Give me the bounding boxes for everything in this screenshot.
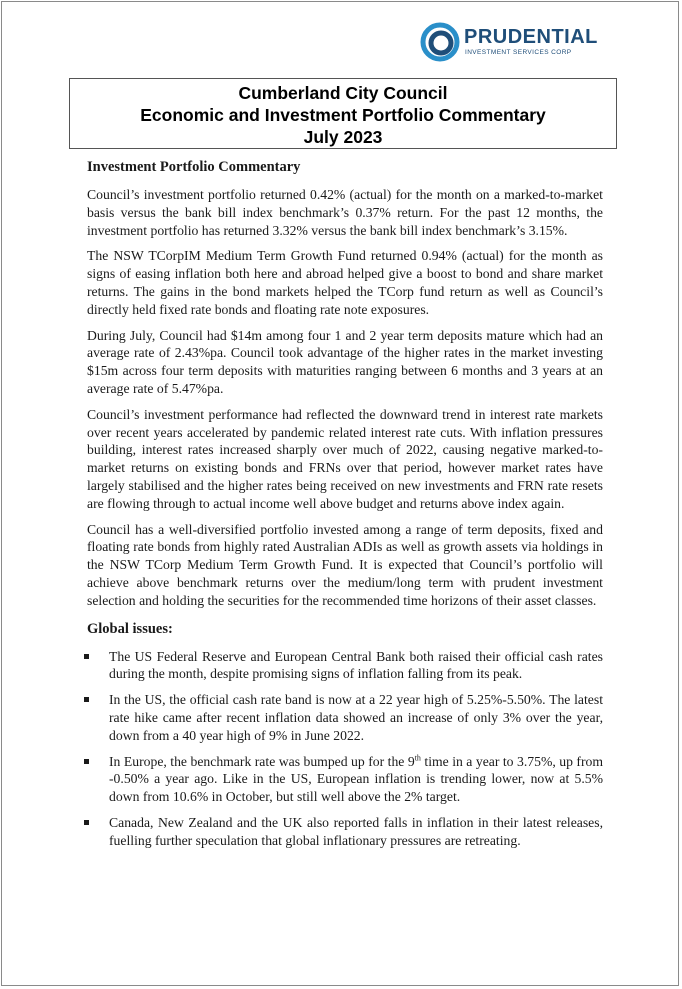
prudential-ring-icon bbox=[420, 22, 460, 62]
title-commentary: Economic and Investment Portfolio Commentary bbox=[140, 105, 546, 125]
ordinal-suffix: th bbox=[414, 752, 421, 762]
paragraph: Council’s investment portfolio returned 0.42% (actual) for the month on a marked-to-market basis versus the bank bill index benchmark’s 0.37% return. For the past 12 months, the investment portfolio has returned 3.32% versus the bank bill index benchmark’s 3.15%. bbox=[87, 187, 603, 238]
prudential-logo bbox=[420, 22, 600, 64]
document-body bbox=[87, 158, 603, 858]
list-item-text: In the US, the official cash rate band is now at a 22 year high of 5.25%-5.50%. The latest rate hike came after recent inflation data showed an increase of only 3% over the year, down from a 40 year high of 9% in June 2022. bbox=[109, 692, 603, 743]
list-item-text: Canada, New Zealand and the UK also reported falls in inflation in their latest releases, fuelling further speculation that global inflationary pressures are retreating. bbox=[109, 814, 603, 848]
logo-brand-name: PRUDENTIAL bbox=[464, 26, 598, 48]
list-item bbox=[87, 648, 603, 684]
list-item-text-post: time in a year to 3.75%, up from -0.50% a year ago. Like in the US, European inflation is trending lower, now at 5.5% down from 10.6% in October, but still well above the 2% target. bbox=[109, 753, 603, 805]
paragraph: Council has a well-diversified portfolio invested among a range of term deposits, fixed and floating rate bonds from highly rated Australian ADIs as well as growth assets via holdings in the NSW TCorp Medium Term Growth Fund. It is expected that Council’s portfolio will achieve above benchmark returns over the medium/long term with prudent investment selection and holding the securities for the recommended time horizons of their asset classes. bbox=[87, 521, 603, 608]
paragraph: The NSW TCorpIM Medium Term Growth Fund returned 0.94% (actual) for the month as signs of easing inflation both here and abroad helped give a boost to bond and share market returns. The gains in the bond markets helped the TCorp fund return as well as Council’s directly held fixed rate bonds and floating rate note exposures. bbox=[87, 248, 603, 317]
square-bullet-icon bbox=[84, 759, 89, 764]
section-heading-portfolio: Investment Portfolio Commentary bbox=[87, 159, 301, 175]
logo-subtitle: INVESTMENT SERVICES CORP bbox=[465, 49, 572, 56]
paragraph: During July, Council had $14m among four 1 and 2 year term deposits mature which had an average rate of 2.43%pa. Council took advantage of the higher rates in the market investing $15m across four term deposits with maturities ranging between 6 months and 3 years at an average rate of 5.47%pa. bbox=[87, 327, 603, 396]
list-item-text-pre: In Europe, the benchmark rate was bumped up for the 9 bbox=[109, 753, 415, 769]
document-page bbox=[1, 1, 679, 986]
title-month: July 2023 bbox=[303, 127, 383, 147]
list-item-text: The US Federal Reserve and European Central Bank both raised their official cash rates during the month, despite promising signs of inflation falling from its peak. bbox=[109, 648, 603, 682]
square-bullet-icon bbox=[84, 697, 89, 702]
title-box bbox=[69, 78, 617, 149]
paragraph: Council’s investment performance had reflected the downward trend in interest rate markets over recent years accelerated by pandemic related interest rate cuts. With inflation pressures building, interest rates increased sharply over much of 2022, causing negative marked-to-market returns on existing bonds and FRNs over that period, however market rates have largely stabilised and the higher rates being received on new investments and FRN rate resets are flowing through to actual income well above budget and returns above index again. bbox=[87, 406, 603, 511]
square-bullet-icon bbox=[84, 654, 89, 659]
square-bullet-icon bbox=[84, 820, 89, 825]
list-item bbox=[87, 691, 603, 744]
section-heading-global: Global issues: bbox=[87, 620, 173, 637]
list-item bbox=[87, 814, 603, 850]
list-item bbox=[87, 753, 603, 806]
bullet-list bbox=[87, 648, 603, 850]
list-item-text bbox=[109, 754, 603, 805]
title-council: Cumberland City Council bbox=[238, 83, 448, 103]
